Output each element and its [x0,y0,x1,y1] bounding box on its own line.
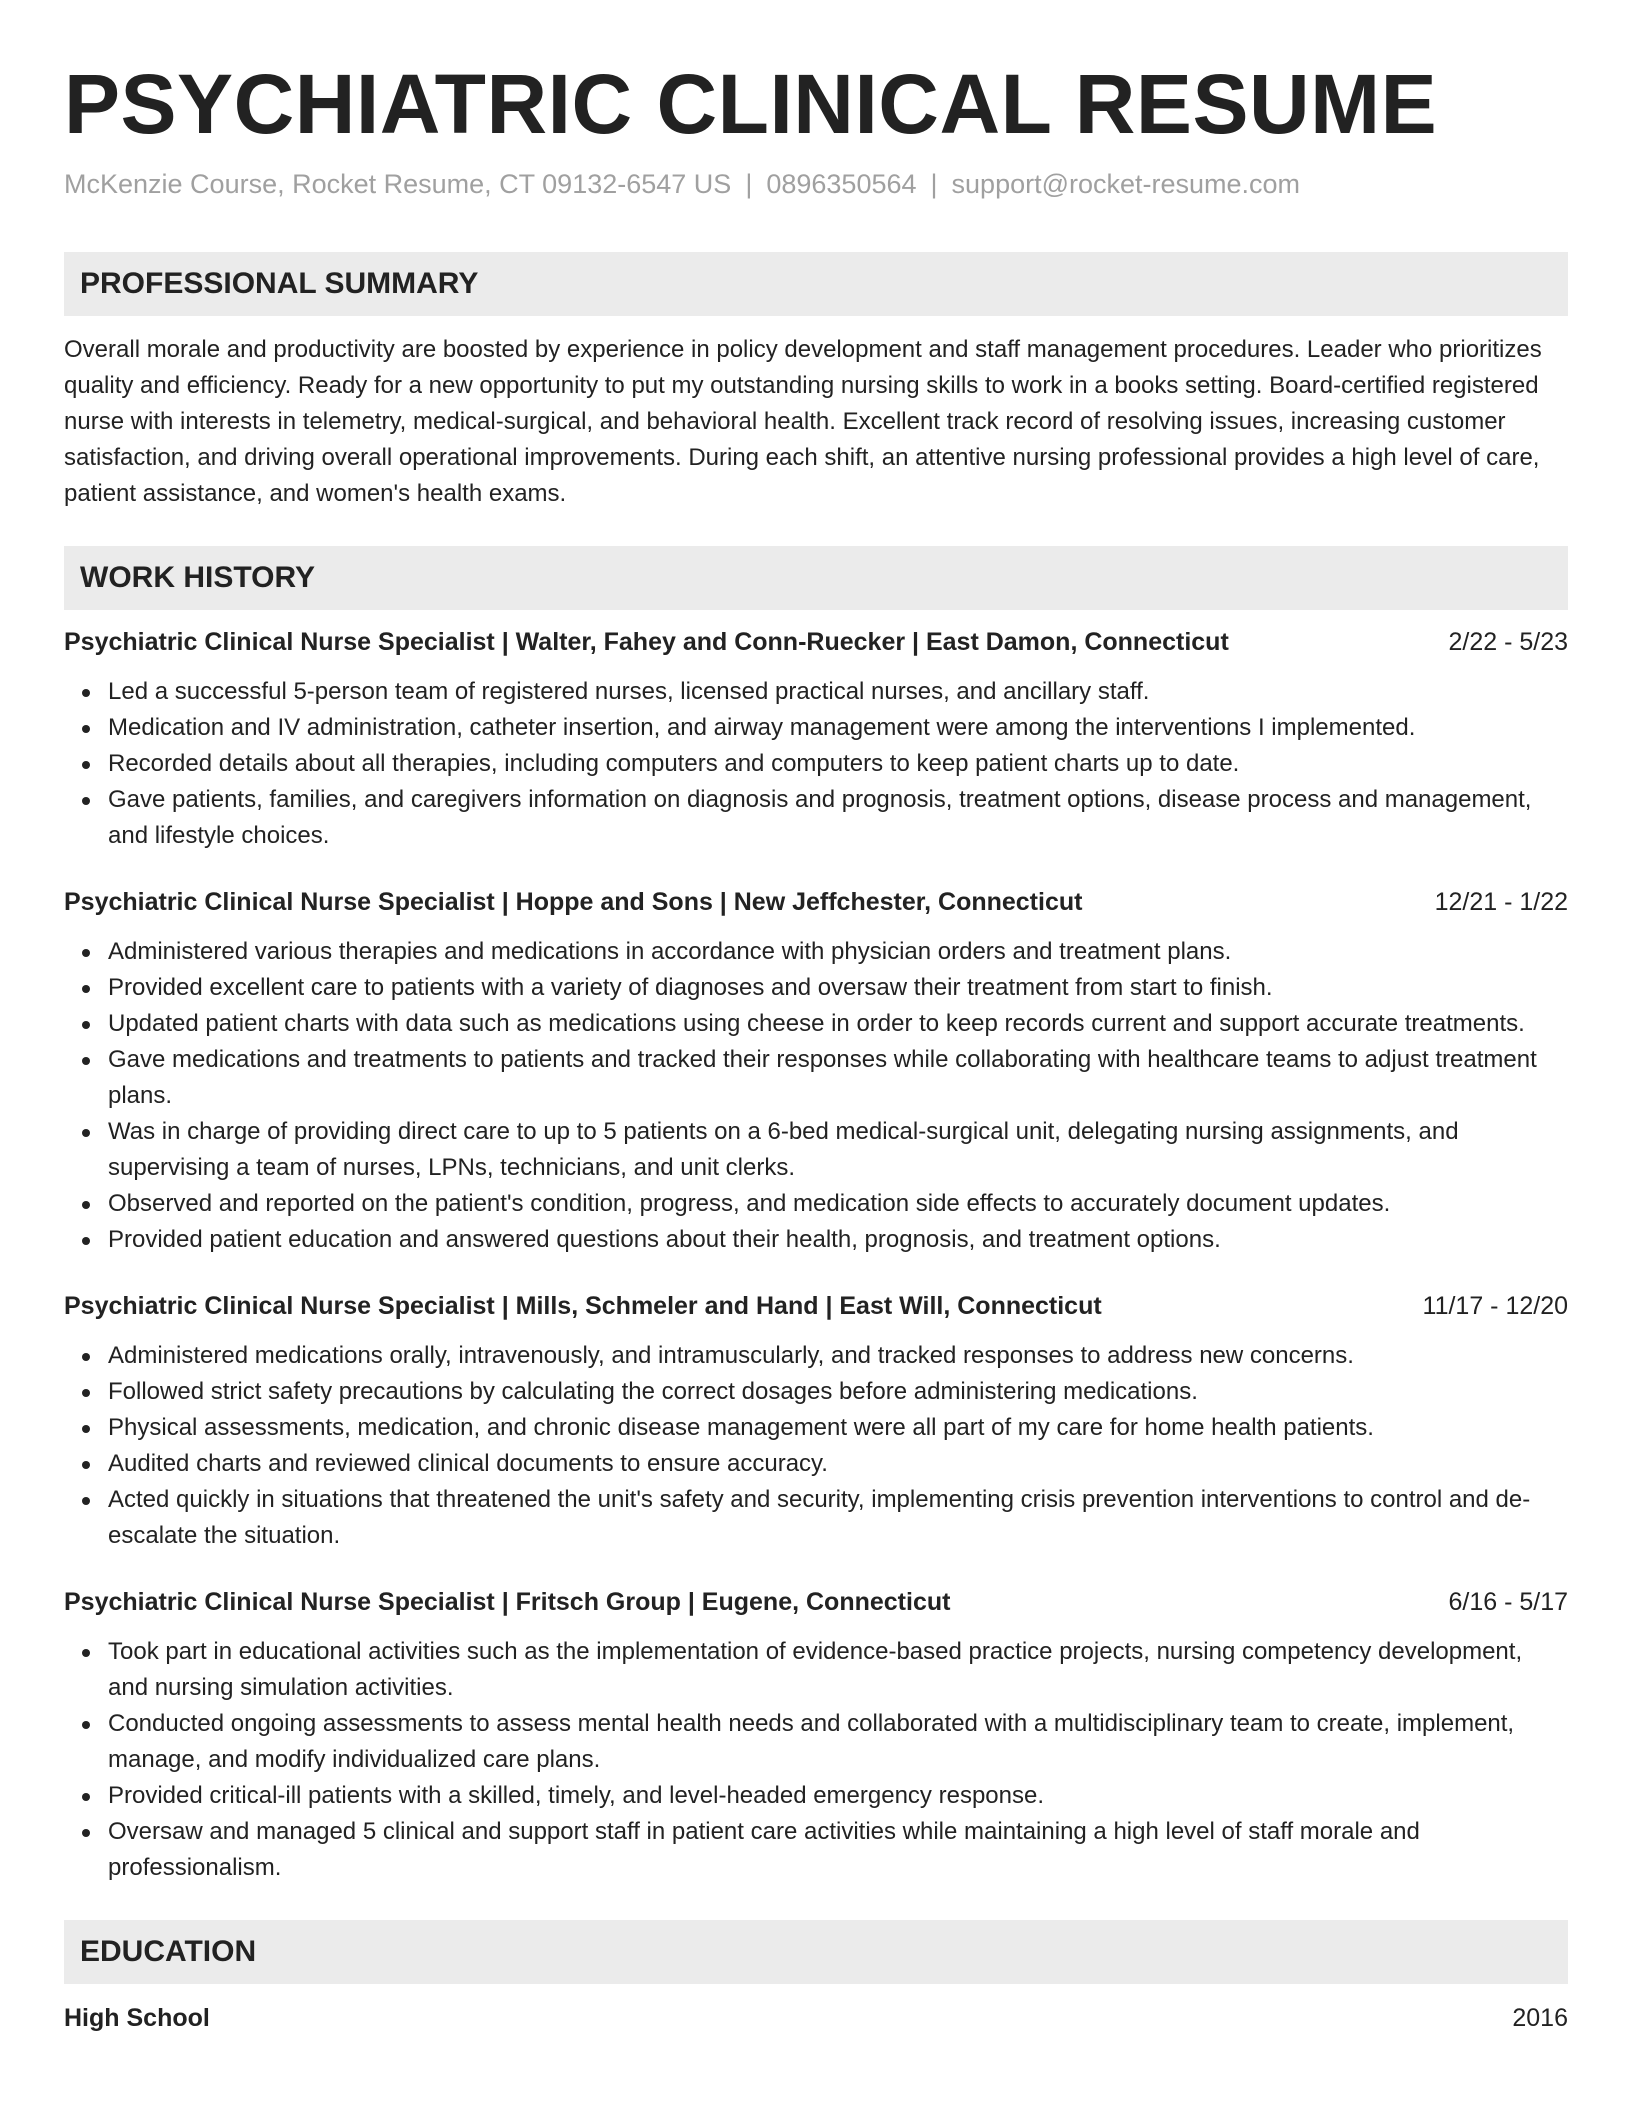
section-header-work-history: WORK HISTORY [64,546,1568,610]
job-title: Psychiatric Clinical Nurse Specialist | Walter, Fahey and Conn-Ruecker | East Damon, Connecticut [64,628,1229,656]
resume-title: PSYCHIATRIC CLINICAL RESUME [64,57,1438,151]
job-dates: 12/21 - 1/22 [1434,888,1568,916]
section-header-education: EDUCATION [64,1920,1568,1984]
job-bullets [64,1634,1568,1886]
job-bullet: Physical assessments, medication, and chronic disease management were all part of my care for home health patients. [108,1410,1568,1446]
job-entry [64,1584,1568,1886]
job-bullet: Acted quickly in situations that threatened the unit's safety and security, implementing crisis prevention interventions to control and de-escalate the situation. [108,1482,1568,1554]
job-dates: 11/17 - 12/20 [1422,1292,1568,1320]
job-bullet: Oversaw and managed 5 clinical and support staff in patient care activities while maintaining a high level of staff morale and professionalism. [108,1814,1568,1886]
job-bullet: Administered medications orally, intravenously, and intramuscularly, and tracked responses to address new concerns. [108,1338,1568,1374]
job-bullet: Took part in educational activities such as the implementation of evidence-based practice projects, nursing competency development, and nursing simulation activities. [108,1634,1568,1706]
education-title: High School [64,2004,210,2032]
job-dates: 6/16 - 5/17 [1448,1588,1568,1616]
job-bullets [64,934,1568,1258]
job-bullet: Provided patient education and answered questions about their health, prognosis, and treatment options. [108,1222,1568,1258]
job-entry [64,1288,1568,1554]
job-bullets [64,674,1568,854]
job-dates: 2/22 - 5/23 [1448,628,1568,656]
job-bullet: Updated patient charts with data such as medications using cheese in order to keep records current and support accurate treatments. [108,1006,1568,1042]
job-bullet: Observed and reported on the patient's condition, progress, and medication side effects to accurately document updates. [108,1186,1568,1222]
job-header [64,1584,1568,1620]
job-title: Psychiatric Clinical Nurse Specialist | Fritsch Group | Eugene, Connecticut [64,1588,951,1616]
job-bullet: Provided critical-ill patients with a skilled, timely, and level-headed emergency response. [108,1778,1568,1814]
job-header [64,1288,1568,1324]
job-bullet: Gave medications and treatments to patients and tracked their responses while collaborating with healthcare teams to adjust treatment plans. [108,1042,1568,1114]
contact-separator: | [930,169,938,199]
job-bullet: Administered various therapies and medications in accordance with physician orders and treatment plans. [108,934,1568,970]
job-entry [64,884,1568,1258]
education-entry [64,2000,1568,2036]
section-header-summary: PROFESSIONAL SUMMARY [64,252,1568,316]
job-bullet: Gave patients, families, and caregivers information on diagnosis and prognosis, treatment options, disease process and management, and lifestyle choices. [108,782,1568,854]
contact-address: McKenzie Course, Rocket Resume, CT 09132-6547 US [64,169,732,199]
job-title: Psychiatric Clinical Nurse Specialist | Hoppe and Sons | New Jeffchester, Connecticut [64,888,1083,916]
job-bullet: Followed strict safety precautions by calculating the correct dosages before administering medications. [108,1374,1568,1410]
job-bullet: Provided excellent care to patients with a variety of diagnoses and oversaw their treatment from start to finish. [108,970,1568,1006]
contact-email: support@rocket-resume.com [951,169,1301,199]
education-dates: 2016 [1512,2004,1568,2032]
job-bullet: Audited charts and reviewed clinical documents to ensure accuracy. [108,1446,1568,1482]
job-bullet: Conducted ongoing assessments to assess mental health needs and collaborated with a multidisciplinary team to create, implement, manage, and modify individualized care plans. [108,1706,1568,1778]
job-bullet: Led a successful 5-person team of registered nurses, licensed practical nurses, and ancillary staff. [108,674,1568,710]
job-title: Psychiatric Clinical Nurse Specialist | Mills, Schmeler and Hand | East Will, Connecticut [64,1292,1102,1320]
contact-phone: 0896350564 [766,169,917,199]
job-bullet: Medication and IV administration, catheter insertion, and airway management were among the interventions I implemented. [108,710,1568,746]
job-entry [64,624,1568,854]
job-bullet: Was in charge of providing direct care to up to 5 patients on a 6-bed medical-surgical unit, delegating nursing assignments, and supervising a team of nurses, LPNs, technicians, and unit clerks. [108,1114,1568,1186]
job-bullet: Recorded details about all therapies, including computers and computers to keep patient charts up to date. [108,746,1568,782]
contact-separator: | [745,169,753,199]
summary-text: Overall morale and productivity are boosted by experience in policy development and staff management procedures. Leader who prioritizes quality and efficiency. Ready for a new opportunity to put my outstanding nursing skills to work in a books setting. Board-certified registered nurse with interests in telemetry, medical-surgical, and behavioral health. Excellent track record of resolving issues, increasing customer satisfaction, and driving overall operational improvements. During each shift, an attentive nursing professional provides a high level of care, patient assistance, and women's health exams. [64,336,1542,507]
job-bullets [64,1338,1568,1554]
job-header [64,624,1568,660]
contact-line [64,166,1568,202]
job-header [64,884,1568,920]
